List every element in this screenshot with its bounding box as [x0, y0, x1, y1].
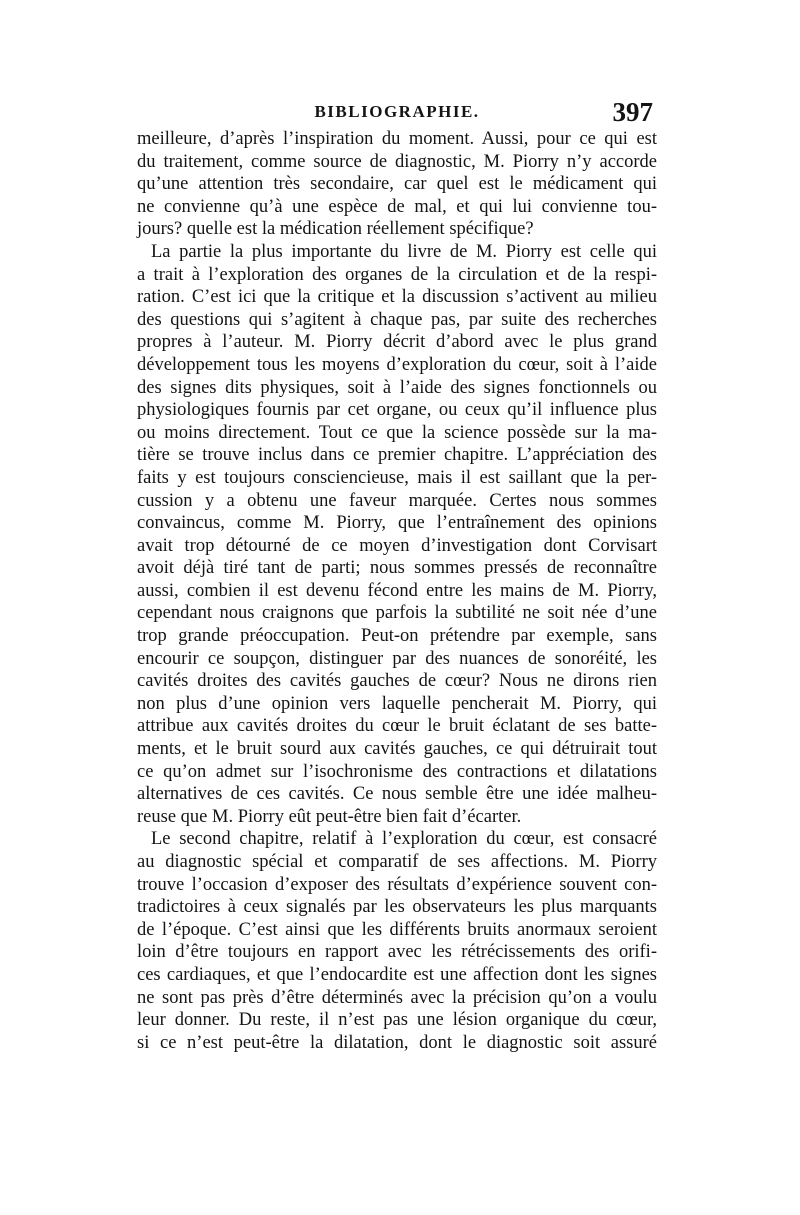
text-line: La partie la plus importante du livre de M. Piorry est celle qui [151, 241, 657, 262]
text-line: trop grande préoccupation. Peut-on prétendre par exemple, sans [137, 626, 657, 647]
text-line: au diagnostic spécial et comparatif de ses affections. M. Piorry [137, 852, 657, 872]
text-line: ne sont pas près d’être déterminés avec la précision qu’on a voulu [137, 987, 657, 1008]
text-line: tradictoires à ceux signalés par les observateurs les plus marquants [137, 897, 657, 918]
text-line: de l’époque. C’est ainsi que les différents bruits anormaux seroient [137, 919, 657, 940]
text-line: trouve l’occasion d’exposer des résultats d’expérience souvent con- [137, 874, 657, 895]
text-line: leur donner. Du reste, il n’est pas une lésion organique du cœur, [137, 1010, 657, 1031]
text-line: cussion y a obtenu une faveur marquée. Certes nous sommes [137, 490, 657, 511]
text-line: des signes dits physiques, soit à l’aide des signes fonctionnels ou [137, 377, 657, 398]
text-line: attribue aux cavités droites du cœur le bruit éclatant de ses batte- [137, 716, 657, 737]
text-line: faits y est toujours consciencieuse, mais il est saillant que la per- [137, 467, 657, 488]
text-line: du traitement, comme source de diagnostic, M. Piorry n’y accorde [137, 151, 657, 172]
text-line: aussi, combien il est devenu fécond entre les mains de M. Piorry, [137, 580, 657, 601]
text-line: non plus d’une opinion vers laquelle pencherait M. Piorry, qui [137, 693, 657, 714]
text-line: ce qu’on admet sur l’isochronisme des contractions et dilatations [137, 761, 657, 782]
text-line: a trait à l’exploration des organes de la circulation et de la respi- [137, 264, 657, 285]
text-line: propres à l’auteur. M. Piorry décrit d’abord avec le plus grand [137, 332, 657, 353]
text-line: avait trop détourné de ce moyen d’investigation dont Corvisart [137, 535, 657, 556]
text-line: convaincus, comme M. Piorry, que l’entraînement des opinions [137, 513, 657, 534]
text-line: encourir ce soupçon, distinguer par des nuances de sonoréité, les [137, 648, 657, 669]
text-line: physiologiques fournis par cet organe, ou ceux qu’il influence plus [137, 400, 657, 421]
text-line: ou moins directement. Tout ce que la science possède sur la ma- [137, 422, 657, 443]
text-line: avoit déjà tiré tant de parti; nous sommes pressés de reconnaître [137, 558, 657, 579]
text-line: qu’une attention très secondaire, car quel est le médicament qui [137, 174, 657, 195]
text-line: cavités droites des cavités gauches de cœur? Nous ne dirons rien [137, 671, 657, 692]
text-line: ration. C’est ici que la critique et la discussion s’activent au milieu [137, 287, 657, 308]
text-line: alternatives de ces cavités. Ce nous semble être une idée malheu- [137, 784, 657, 805]
text-line: développement tous les moyens d’exploration du cœur, soit à l’aide [137, 354, 657, 375]
body-text [137, 128, 657, 1054]
text-line: reuse que M. Piorry eût peut-être bien fait d’écarter. [137, 806, 522, 827]
text-line: jours? quelle est la médication réellement spécifique? [137, 219, 534, 240]
text-line: Le second chapitre, relatif à l’exploration du cœur, est consacré [151, 829, 657, 850]
text-line: cependant nous craignons que parfois la subtilité ne soit née d’une [137, 603, 657, 624]
text-line: loin d’être toujours en rapport avec les rétrécissements des orifi- [137, 942, 657, 963]
text-line: ne convienne qu’à une espèce de mal, et qui lui convienne tou- [137, 196, 657, 217]
text-line: si ce n’est peut-être la dilatation, dont le diagnostic soit assuré [137, 1032, 657, 1053]
running-title: BIBLIOGRAPHIE. [314, 102, 480, 121]
text-line: meilleure, d’après l’inspiration du moment. Aussi, pour ce qui est [137, 129, 657, 149]
text-line: des questions qui s’agitent à chaque pas, par suite des recherches [137, 309, 657, 330]
page-number: 397 [612, 97, 653, 127]
running-head [137, 98, 657, 126]
text-line: ments, et le bruit sourd aux cavités gauches, ce qui détruirait tout [137, 739, 657, 760]
text-line: ces cardiaques, et que l’endocardite est une affection dont les signes [137, 964, 657, 985]
text-line: tière se trouve inclus dans ce premier chapitre. L’appréciation des [137, 445, 657, 466]
